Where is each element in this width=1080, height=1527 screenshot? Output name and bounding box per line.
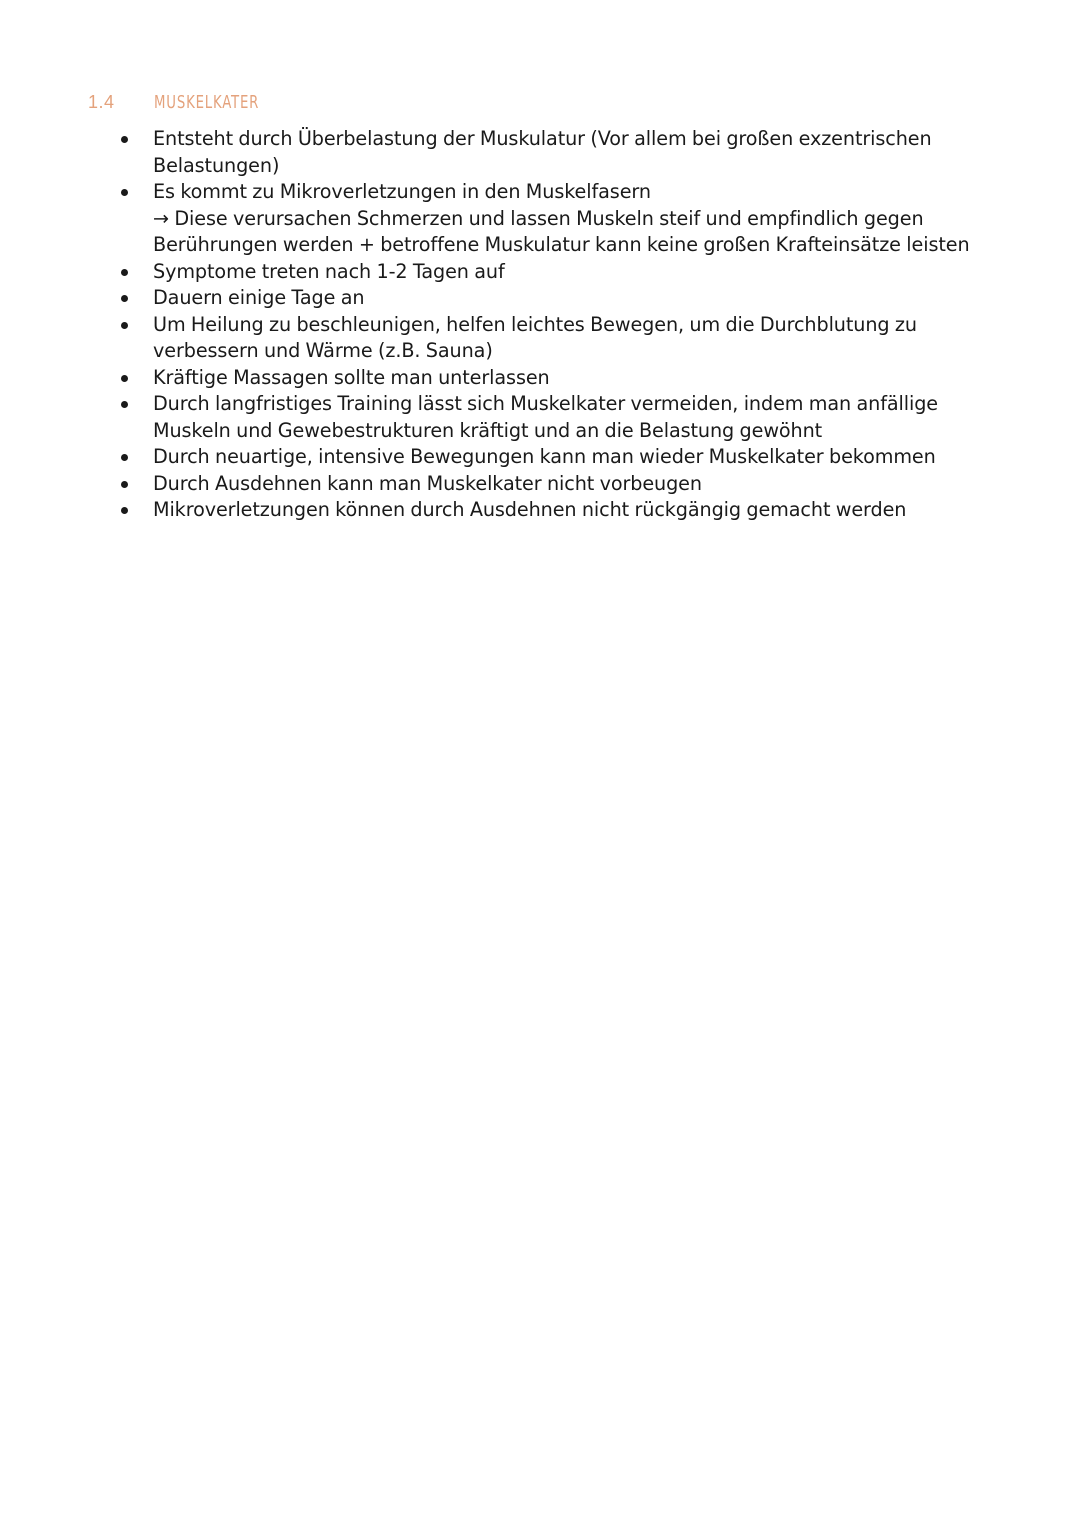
bullet-dot-icon <box>121 189 128 196</box>
bullet-dot-icon <box>121 401 128 408</box>
list-item-text: verbessern und Wärme (z.B. Sauna) <box>153 339 493 362</box>
list-item-text: Kräftige Massagen sollte man unterlassen <box>153 365 550 389</box>
list-item <box>0 365 1000 392</box>
list-item-text: Berührungen werden + betroffene Muskulatur kann keine großen Krafteinsätze leisten <box>153 233 970 256</box>
list-item-text: Symptome treten nach 1-2 Tagen auf <box>153 259 505 283</box>
bullet-dot-icon <box>121 375 128 382</box>
bullet-dot-icon <box>121 136 128 143</box>
list-item-text: Durch Ausdehnen kann man Muskelkater nicht vorbeugen <box>153 471 702 495</box>
bullet-dot-icon <box>121 269 128 276</box>
list-item-text: Muskeln und Gewebestrukturen kräftigt und an die Belastung gewöhnt <box>153 418 823 442</box>
list-item-text: Entsteht durch Überbelastung der Muskulatur (Vor allem bei großen exzentrischen <box>153 127 932 150</box>
section-header <box>88 92 988 118</box>
list-item <box>0 179 1000 259</box>
list-item-text: → Diese verursachen Schmerzen und lassen Muskeln steif und empfindlich gegen <box>153 206 924 230</box>
section-title: MUSKELKATER <box>154 92 260 113</box>
list-item-text: Durch langfristiges Training lässt sich Muskelkater vermeiden, indem man anfällige <box>153 392 938 415</box>
bullet-list <box>0 126 1000 524</box>
list-item <box>0 391 1000 444</box>
bullet-dot-icon <box>121 481 128 488</box>
list-item <box>0 126 1000 179</box>
list-item <box>0 471 1000 498</box>
list-item-text: Es kommt zu Mikroverletzungen in den Muskelfasern <box>153 180 651 203</box>
list-item-text: Belastungen) <box>153 153 280 177</box>
list-item <box>0 444 1000 471</box>
bullet-dot-icon <box>121 507 128 514</box>
bullet-dot-icon <box>121 322 128 329</box>
list-item-text: Durch neuartige, intensive Bewegungen kann man wieder Muskelkater bekommen <box>153 445 936 468</box>
list-item <box>0 285 1000 312</box>
bullet-dot-icon <box>121 454 128 461</box>
section-number: 1.4 <box>88 92 115 112</box>
list-item-text: Um Heilung zu beschleunigen, helfen leichtes Bewegen, um die Durchblutung zu <box>153 312 917 336</box>
list-item <box>0 259 1000 286</box>
list-item <box>0 497 1000 524</box>
list-item-text: Dauern einige Tage an <box>153 286 365 309</box>
list-item <box>0 312 1000 365</box>
bullet-dot-icon <box>121 295 128 302</box>
list-item-text: Mikroverletzungen können durch Ausdehnen nicht rückgängig gemacht werden <box>153 498 907 521</box>
